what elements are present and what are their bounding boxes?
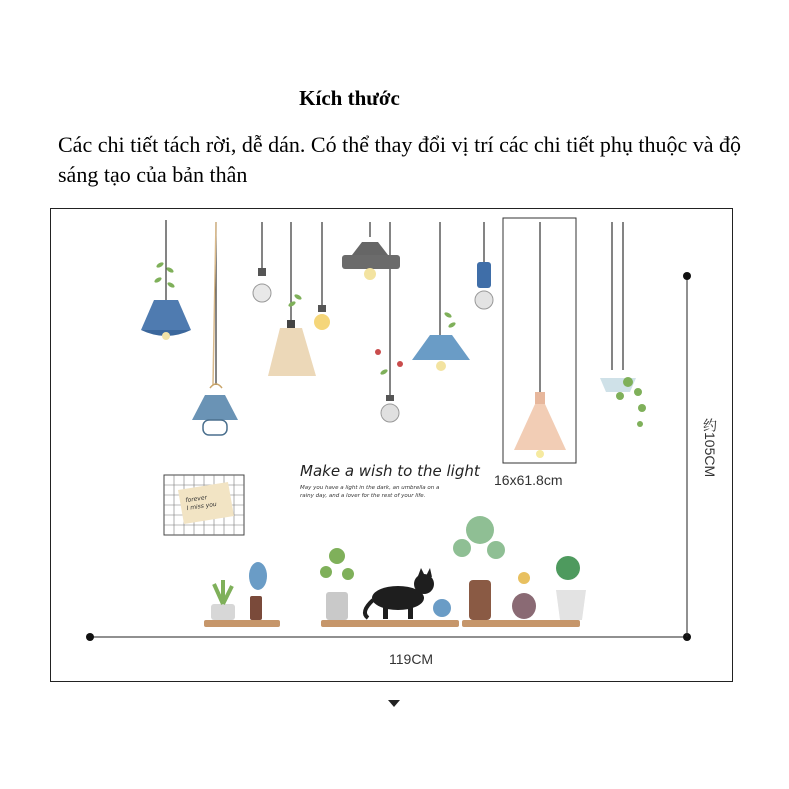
pendant-lamp-icon — [192, 384, 238, 435]
yarn-ball-icon — [433, 599, 451, 617]
wish-subtitle: May you have a light in the dark, an umbrella on a rainy day, and a lover for the rest of your life. — [300, 485, 440, 499]
black-cat-icon — [365, 568, 434, 619]
height-label: 约105CM — [702, 418, 718, 478]
page-title: Kích thước — [299, 86, 400, 110]
pendant-lamp-icon — [268, 320, 316, 376]
height-dimension-line — [683, 272, 691, 637]
down-arrow-icon[interactable] — [388, 700, 400, 707]
potted-plant-icon — [600, 377, 646, 427]
lamp-size-label: 16x61.8cm — [494, 472, 563, 488]
hanging-cords — [166, 220, 623, 395]
pendant-lamp-icon — [253, 268, 271, 302]
pendant-lamp-icon — [314, 305, 330, 330]
potted-plant-icon — [154, 261, 176, 288]
potted-plant-icon — [320, 548, 354, 620]
potted-plant-icon — [249, 562, 267, 620]
pendant-lamp-icon — [381, 395, 399, 422]
potted-plant-icon — [288, 293, 303, 307]
wood-shelf — [204, 620, 580, 627]
pendant-lamp-icon — [412, 335, 470, 371]
width-label: 119CM — [389, 651, 434, 667]
potted-plant-icon — [375, 349, 403, 376]
description-text: Các chi tiết tách rời, dễ dán. Có thể thay đổi vị trí các chi tiết phụ thuộc và độ sáng tạo của bản thân — [58, 132, 742, 187]
potted-plant-icon — [444, 311, 457, 328]
pendant-lamp-icon — [141, 300, 191, 340]
pendant-lamp-icon — [514, 392, 566, 458]
pendant-lamp-icon — [475, 262, 493, 309]
memo-note-text: forever I miss you — [185, 494, 218, 513]
potted-plant-icon — [556, 556, 586, 620]
potted-plant-icon — [453, 516, 505, 620]
wish-title: Make a wish to the light — [300, 462, 480, 480]
width-dimension-line — [86, 633, 691, 641]
pendant-lamp-icon — [342, 242, 400, 280]
potted-plant-icon — [512, 572, 536, 619]
potted-plant-icon — [211, 580, 235, 620]
